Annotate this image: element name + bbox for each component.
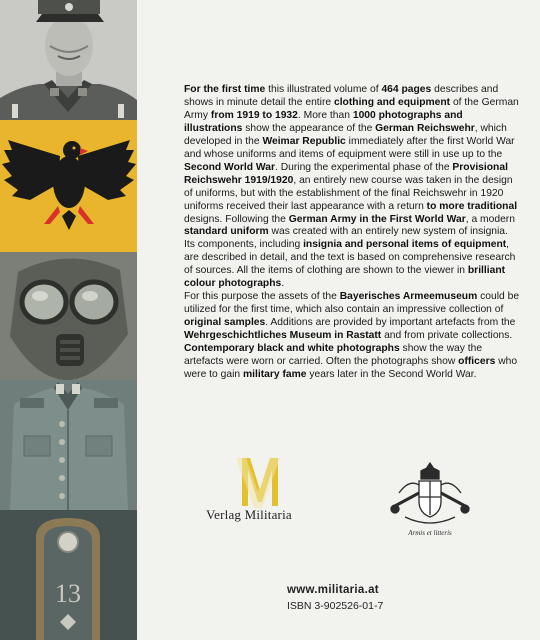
shoulder-strap-photo xyxy=(0,510,137,640)
description-text: could be utilized for the first time, which also contain an impressive collection of xyxy=(184,291,520,316)
gas-mask-photo xyxy=(0,252,137,380)
description-text: . Additions are provided by important artefacts from the xyxy=(265,317,516,329)
weimar-eagle-emblem xyxy=(0,120,137,252)
description-paragraph xyxy=(184,84,520,382)
description-text: years later in the Second World War. xyxy=(306,368,477,380)
description-highlight: brilliant colour photographs xyxy=(184,265,506,290)
description-text: who were to gain xyxy=(184,356,518,380)
publisher-crest-emblem xyxy=(385,455,475,540)
description-text: this illustrated volume of xyxy=(265,84,382,95)
description-highlight: insignia and personal items of equipment xyxy=(303,239,507,251)
description-highlight: German Reichswehr xyxy=(375,122,475,134)
description-highlight: Wehrgeschichtliches Museum in Rastatt xyxy=(184,330,382,342)
publisher-name: Verlag Militaria xyxy=(206,507,292,522)
description-highlight: Weimar Republic xyxy=(262,135,346,147)
description-text: . xyxy=(281,278,285,290)
description-text: . More than xyxy=(297,109,353,121)
photo-strip xyxy=(0,0,137,640)
description-text: show the way the artefacts were worn or carried. Often the photographs show xyxy=(184,343,483,368)
description-highlight: from 1919 to 1932 xyxy=(210,109,298,121)
isbn-number: ISBN 3-902526-01-7 xyxy=(287,600,384,612)
crest-motto: Armis et litteris xyxy=(408,529,452,537)
svg-text:13: 13 xyxy=(55,579,81,608)
description-text: For this purpose the assets of the xyxy=(184,291,340,303)
description-highlight: standard uniform xyxy=(184,226,269,238)
description-text: was created with an entirely new system of insignia. Its components, including xyxy=(184,226,508,251)
book-description xyxy=(184,84,520,382)
description-highlight: Bayerisches Armeemuseum xyxy=(339,291,478,303)
description-highlight: original samples xyxy=(184,317,266,329)
description-highlight: 464 pages xyxy=(381,84,432,95)
description-text: immediately after the first World War and whose uniforms and items of equipment were still in use up to the xyxy=(184,135,515,160)
uniform-tunic-photo xyxy=(0,380,137,510)
description-text: , which developed in the xyxy=(184,122,507,147)
description-text: , are described in detail, and the text is based on comprehensive research of sources. All the items of clothing are shown to the viewer in xyxy=(184,239,516,277)
description-highlight: For the first time xyxy=(184,84,266,95)
website-url[interactable]: www.militaria.at xyxy=(287,584,379,596)
description-highlight: Contemporary black and white photographs xyxy=(184,343,400,355)
description-text: designs. Following the xyxy=(184,213,289,225)
description-text: and from private collections. xyxy=(381,330,513,342)
description-highlight: to more traditional xyxy=(426,200,518,212)
description-highlight: German Army in the First World War xyxy=(288,213,466,225)
description-highlight: 1000 photographs and illustrations xyxy=(184,109,463,134)
officer-portrait-photo xyxy=(0,0,137,120)
description-highlight: clothing and equipment xyxy=(333,96,451,108)
description-text: , an entirely new course was taken in the design of uniforms, but with the establishment of the final Reichswehr in 1920 uniforms received their last appearance with a return xyxy=(184,174,513,212)
description-text: of the German Army xyxy=(184,96,519,121)
description-highlight: military fame xyxy=(242,368,307,380)
description-highlight: Second World War xyxy=(184,161,275,173)
description-text: , a modern xyxy=(465,213,515,225)
description-text: show the appearance of the xyxy=(242,122,376,134)
description-text: describes and shows in minute detail the entire xyxy=(184,84,499,108)
description-highlight: Provisional Reichswehr 1919/1920 xyxy=(184,161,508,186)
description-highlight: officers xyxy=(458,356,496,368)
description-text: . During the experimental phase of the xyxy=(274,161,453,173)
